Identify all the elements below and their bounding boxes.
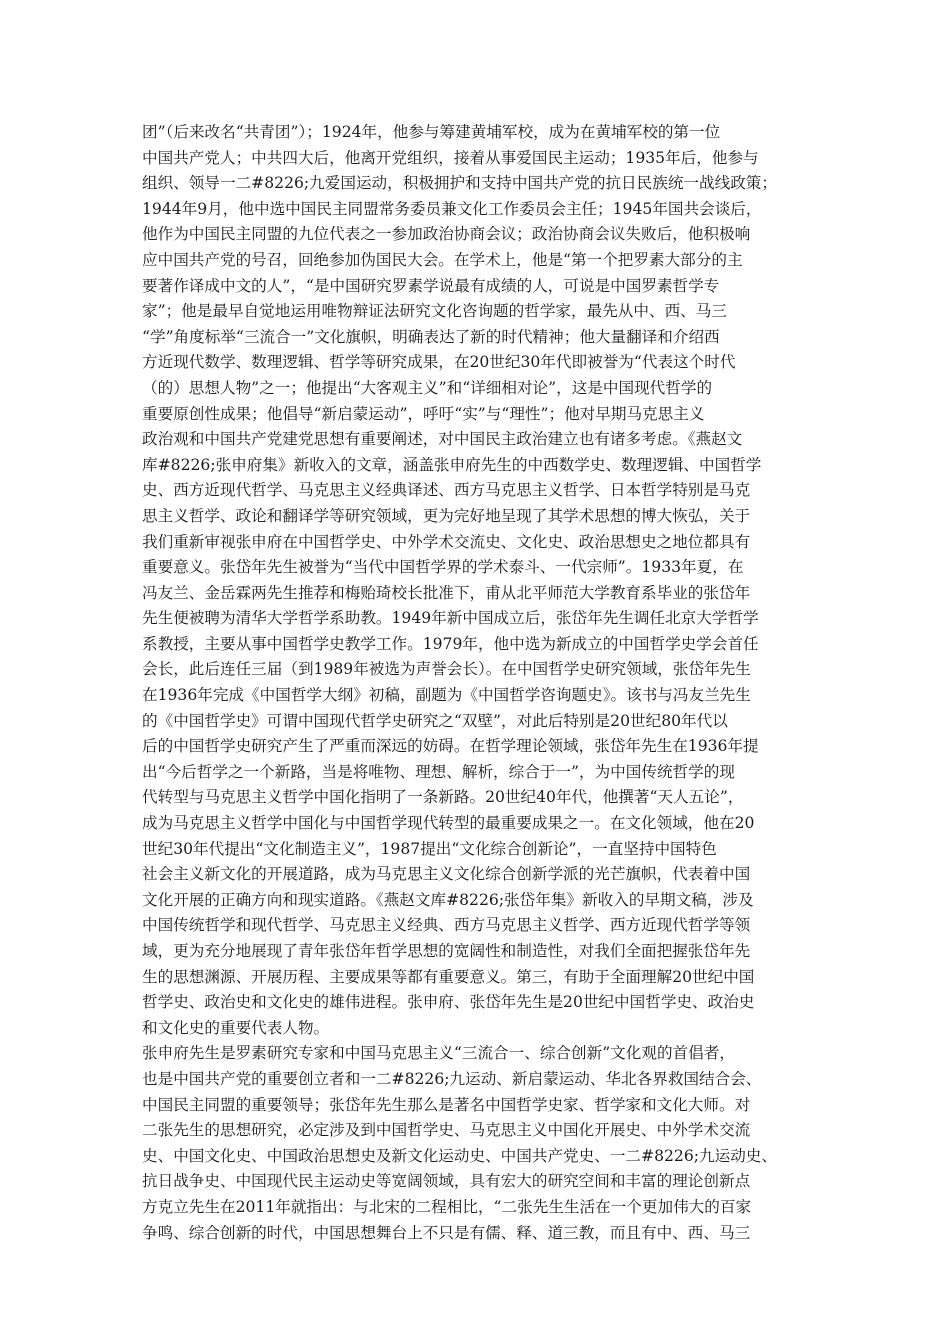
text-line: 冯友兰、金岳霖两先生推荐和梅贻琦校长批准下，甫从北平师范大学教育系毕业的张岱年: [142, 583, 751, 602]
text-line: 哲学史、政治史和文化史的雄伟进程。张申府、张岱年先生是20世纪中国哲学史、政治史: [142, 993, 755, 1012]
paragraph-2: [142, 1041, 818, 1246]
text-line: 世纪30年代提出“文化制造主义”，1987提出“文化综合创新论”，一直坚持中国特色: [142, 839, 717, 858]
text-line: 政治观和中国共产党建党思想有重要阐述，对中国民主政治建立也有诸多考虑。《燕赵文: [142, 430, 743, 449]
text-line: 系教授，主要从事中国哲学史教学工作。1979年，他中选为新成立的中国哲学史学会首任: [142, 634, 759, 653]
text-line: 生的思想渊源、开展历程、主要成果等都有重要意义。第三，有助于全面理解20世纪中国: [142, 967, 755, 986]
text-line: “学”角度标举“三流合一”文化旗帜，明确表达了新的时代精神；他大量翻译和介绍西: [142, 327, 720, 346]
text-line: 家”；他是最早自觉地运用唯物辩证法研究文化咨询题的哲学家，最先从中、西、马三: [142, 302, 727, 321]
document-page: [142, 120, 818, 1246]
text-line: 应中国共产党的号召，回绝参加伪国民大会。在学术上，他是“第一个把罗素大部分的主: [142, 250, 743, 269]
text-line: 库#8226;张申府集》新收入的文章，涵盖张申府先生的中西数学史、数理逻辑、中国哲学: [142, 455, 762, 474]
text-line: 要著作译成中文的人”，“是中国研究罗素学说最有成绩的人，可说是中国罗素哲学专: [142, 276, 720, 295]
text-line: 思主义哲学、政论和翻译学等研究领域，更为完好地呈现了其学术思想的博大恢弘，关于: [142, 506, 751, 525]
text-line: 抗日战争史、中国现代民主运动史等宽阔领域，具有宏大的研究空间和丰富的理论创新点: [142, 1172, 751, 1191]
text-line: 我们重新审视张申府在中国哲学史、中外学术交流史、文化史、政治思想史之地位都具有: [142, 532, 751, 551]
text-line: （的）思想人物”之一；他提出“大客观主义”和“详细相对论”，这是中国现代哲学的: [142, 378, 713, 397]
text-line: 先生便被聘为清华大学哲学系助教。1949年新中国成立后，张岱年先生调任北京大学哲学: [142, 609, 759, 628]
text-line: 张申府先生是罗素研究专家和中国马克思主义“三流合一、综合创新”文化观的首倡者，: [142, 1044, 735, 1063]
paragraph-1: [142, 120, 818, 1041]
text-line: 社会主义新文化的开展道路，成为马克思主义文化综合创新学派的光芒旗帜，代表着中国: [142, 865, 751, 884]
text-line: 他作为中国民主同盟的九位代表之一参加政治协商会议；政治协商会议失败后，他积极响: [142, 225, 751, 244]
text-line: 中国传统哲学和现代哲学、马克思主义经典、西方马克思主义哲学、西方近现代哲学等领: [142, 916, 751, 935]
text-line: 中国共产党人；中共四大后，他离开党组织，接着从事爱国民主运动；1935年后，他参与: [142, 148, 759, 167]
text-line: 代转型与马克思主义哲学中国化指明了一条新路。20世纪40年代，他撰著“天人五论”，: [142, 788, 744, 807]
text-line: 争鸣、综合创新的时代，中国思想舞台上不只是有儒、释、道三教，而且有中、西、马三: [142, 1223, 751, 1242]
text-line: 和文化史的重要代表人物。: [142, 1018, 330, 1037]
text-line: 出“今后哲学之一个新路，当是将唯物、理想、解析，综合于一”，为中国传统哲学的现: [142, 762, 735, 781]
text-line: 1944年9月，他中选中国民主同盟常务委员兼文化工作委员会主任；1945年国共会谈后，: [142, 199, 762, 218]
text-line: 成为马克思主义哲学中国化与中国哲学现代转型的最重要成果之一。在文化领域，他在20: [142, 814, 755, 833]
text-line: 重要意义。张岱年先生被誉为“当代中国哲学界的学术泰斗、一代宗师”。1933年夏，在: [142, 558, 744, 577]
text-line: 方近现代数学、数理逻辑、哲学等研究成果，在20世纪30年代即被誉为“代表这个时代: [142, 353, 736, 372]
text-line: 重要原创性成果；他倡导“新启蒙运动”，呼吁“实”与“理性”；他对早期马克思主义: [142, 404, 705, 423]
text-line: 的《中国哲学史》可谓中国现代哲学史研究之“双壁”，对此后特别是20世纪80年代以: [142, 711, 728, 730]
text-line: 域，更为充分地展现了青年张岱年哲学思想的宽阔性和制造性，对我们全面把握张岱年先: [142, 942, 751, 960]
text-line: 会长，此后连任三届（到1989年被选为声誉会长）。在中国哲学史研究领域，张岱年先生: [142, 660, 751, 679]
text-line: 二张先生的思想研究，必定涉及到中国哲学史、马克思主义中国化开展史、中外学术交流: [142, 1121, 751, 1140]
text-line: 后的中国哲学史研究产生了严重而深远的妨碍。在哲学理论领域，张岱年先生在1936年提: [142, 737, 759, 756]
text-line: 组织、领导一二#8226;九爱国运动，积极拥护和支持中国共产党的抗日民族统一战线政策；: [142, 174, 777, 193]
text-line: 中国民主同盟的重要领导；张岱年先生那么是著名中国哲学史家、哲学家和文化大师。对: [142, 1095, 751, 1114]
text-line: 也是中国共产党的重要创立者和一二#8226;九运动、新启蒙运动、华北各界救国结合会、: [142, 1069, 762, 1088]
text-line: 在1936年完成《中国哲学大纲》初稿，副题为《中国哲学咨询题史》。该书与冯友兰先生: [142, 686, 751, 705]
text-line: 文化开展的正确方向和现实道路。《燕赵文库#8226;张岱年集》新收入的早期文稿，涉及: [142, 890, 754, 909]
text-line: 方克立先生在2011年就指出：与北宋的二程相比，“二张先生生活在一个更加伟大的百家: [142, 1197, 752, 1216]
text-line: 史、西方近现代哲学、马克思主义经典译述、西方马克思主义哲学、日本哲学特别是马克: [142, 481, 751, 500]
text-line: 团”（后来改名“共青团”）；1924年，他参与筹建黄埔军校，成为在黄埔军校的第一位: [142, 123, 721, 141]
text-line: 史、中国文化史、中国政治思想史及新文化运动史、中国共产党史、一二#8226;九运动史、: [142, 1146, 777, 1165]
